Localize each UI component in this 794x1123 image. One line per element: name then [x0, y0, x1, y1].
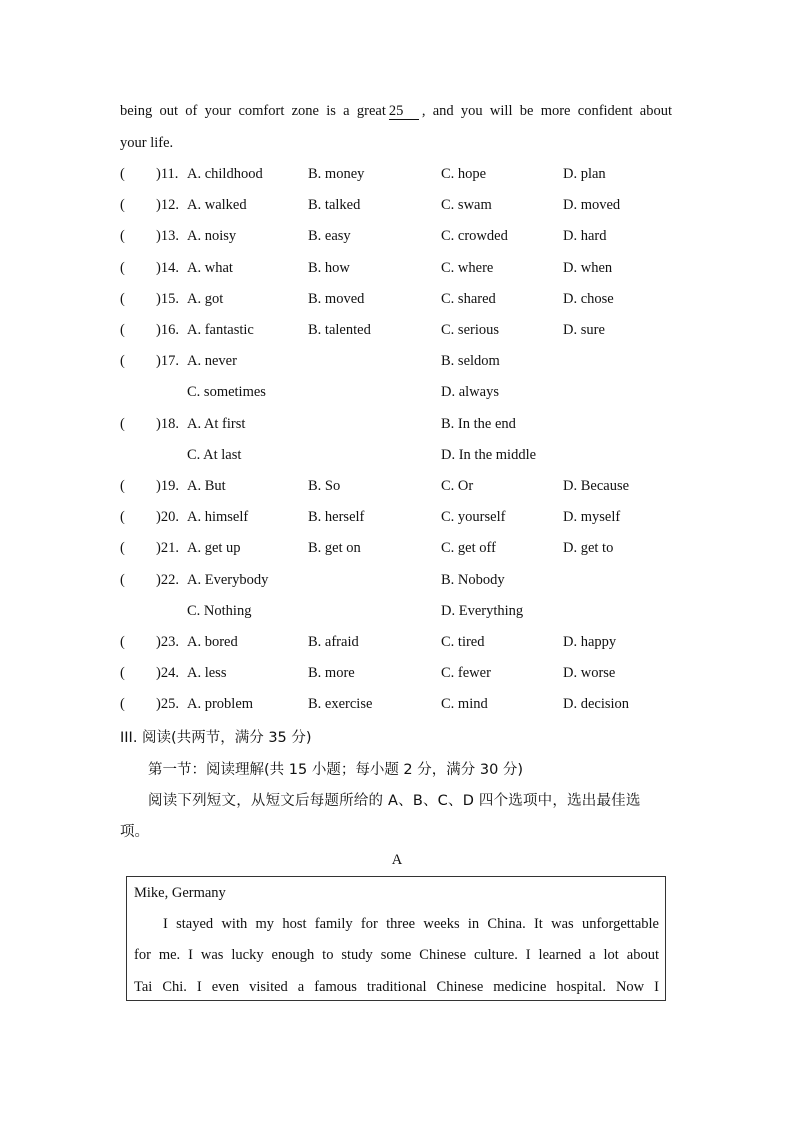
section-heading: III. 阅读(共两节，满分 35 分) [120, 730, 312, 746]
question-number: )12. [156, 197, 179, 214]
option-c: C. tired [441, 634, 485, 650]
answer-paren-open: ( [120, 634, 125, 650]
question-number: )25. [156, 696, 179, 713]
option-b: B. talented [308, 322, 371, 338]
option-d: D. happy [563, 634, 617, 650]
option-d: D. myself [563, 509, 621, 526]
option-b: B. herself [308, 509, 365, 526]
option-b: B. moved [308, 290, 365, 307]
option-d: D. always [441, 384, 499, 401]
option-b: B. So [308, 478, 341, 494]
question-number: )18. [156, 415, 179, 432]
option-a: A. Everybody [187, 571, 269, 588]
question-row [0, 353, 794, 373]
question-number: )16. [156, 322, 179, 338]
passage-line-1: I stayed with my host family for three weeks in China. It was unforgettable [163, 916, 659, 932]
question-number: )19. [156, 478, 179, 494]
option-a: A. fantastic [187, 322, 254, 338]
question-number: )21. [156, 540, 179, 557]
option-c: C. shared [441, 290, 496, 307]
option-b: B. easy [308, 228, 351, 245]
option-b: B. money [308, 166, 365, 182]
answer-paren-open: ( [120, 228, 125, 245]
option-a: A. himself [187, 509, 249, 526]
question-row [0, 166, 794, 186]
option-d: D. hard [563, 228, 607, 245]
option-a: A. get up [187, 540, 241, 557]
question-row-continued [0, 603, 794, 623]
answer-paren-open: ( [120, 259, 125, 276]
option-a: A. But [187, 478, 226, 494]
option-a: A. childhood [187, 166, 263, 182]
question-number: )17. [156, 353, 179, 370]
answer-paren-open: ( [120, 540, 125, 557]
option-b: B. seldom [441, 353, 500, 370]
question-number: )13. [156, 228, 179, 245]
answer-paren-open: ( [120, 197, 125, 214]
intro-line-1 [120, 103, 672, 120]
answer-paren-open: ( [120, 571, 125, 588]
option-d: D. decision [563, 696, 630, 713]
question-row [0, 291, 794, 311]
question-number: )22. [156, 571, 179, 588]
option-a: A. what [187, 259, 233, 276]
answer-paren-open: ( [120, 478, 125, 494]
answer-paren-open: ( [120, 166, 125, 182]
question-row [0, 634, 794, 654]
option-a: A. noisy [187, 228, 237, 245]
passage-label: A [391, 852, 403, 868]
option-d: D. moved [563, 197, 621, 214]
answer-paren-open: ( [120, 415, 125, 432]
answer-blank: 25 [389, 104, 419, 120]
question-row [0, 665, 794, 685]
option-c: C. where [441, 259, 494, 276]
option-a: A. walked [187, 197, 247, 214]
question-row [0, 540, 794, 560]
option-d: D. worse [563, 665, 616, 682]
option-d: D. chose [563, 290, 614, 307]
question-row [0, 197, 794, 217]
option-d: D. plan [563, 166, 606, 182]
answer-paren-open: ( [120, 353, 125, 370]
question-row-continued [0, 447, 794, 467]
option-c: C. serious [441, 322, 499, 338]
question-row [0, 509, 794, 529]
option-c: C. sometimes [187, 384, 266, 401]
question-row [0, 572, 794, 592]
section-subheading: 第一节：阅读理解(共 15 小题；每小题 2 分，满分 30 分) [148, 762, 524, 778]
question-number: )24. [156, 665, 179, 682]
question-number: )15. [156, 290, 179, 307]
question-number: )11. [156, 166, 179, 182]
question-row [0, 322, 794, 342]
passage-author: Mike, Germany [134, 885, 226, 901]
passage-box [126, 876, 666, 1001]
option-c: C. yourself [441, 509, 506, 526]
option-a: A. problem [187, 696, 254, 713]
option-c: C. At last [187, 446, 242, 463]
option-c: C. Nothing [187, 602, 252, 619]
option-b: B. Nobody [441, 571, 505, 588]
option-c: C. get off [441, 540, 496, 557]
option-d: D. sure [563, 322, 605, 338]
answer-paren-open: ( [120, 509, 125, 526]
question-row [0, 478, 794, 498]
answer-paren-open: ( [120, 665, 125, 682]
option-c: C. mind [441, 696, 488, 713]
question-number: )14. [156, 259, 179, 276]
answer-paren-open: ( [120, 696, 125, 713]
question-row-continued [0, 384, 794, 404]
option-b: B. In the end [441, 415, 516, 432]
option-d: D. get to [563, 540, 614, 557]
option-d: D. Everything [441, 602, 524, 619]
question-row [0, 228, 794, 248]
option-d: D. In the middle [441, 446, 537, 463]
intro-text-before: being out of your comfort zone is a great [120, 103, 386, 119]
question-row [0, 260, 794, 280]
option-a: A. got [187, 290, 224, 307]
option-c: C. Or [441, 478, 474, 494]
option-b: B. get on [308, 540, 361, 557]
option-b: B. afraid [308, 634, 359, 650]
question-number: )20. [156, 509, 179, 526]
option-c: C. fewer [441, 665, 491, 682]
question-number: )23. [156, 634, 179, 650]
option-d: D. Because [563, 478, 630, 494]
passage-line-2: for me. I was lucky enough to study some Chinese culture. I learned a lot about [134, 947, 659, 963]
intro-line-2: your life. [120, 135, 174, 151]
option-b: B. talked [308, 197, 361, 214]
option-c: C. crowded [441, 228, 508, 245]
option-a: A. At first [187, 415, 246, 432]
option-b: B. more [308, 665, 355, 682]
instruction-line-1: 阅读下列短文，从短文后每题所给的 A、B、C、D 四个选项中，选出最佳选 [148, 793, 641, 809]
passage-line-3: Tai Chi. I even visited a famous traditional Chinese medicine hospital. Now I [134, 979, 659, 995]
intro-text-after: , and you will be more confident about [421, 103, 672, 119]
option-c: C. hope [441, 166, 487, 182]
option-a: A. never [187, 353, 237, 370]
option-d: D. when [563, 259, 613, 276]
answer-paren-open: ( [120, 290, 125, 307]
option-b: B. exercise [308, 696, 373, 713]
option-c: C. swam [441, 197, 492, 214]
question-row [0, 696, 794, 716]
option-b: B. how [308, 259, 350, 276]
answer-paren-open: ( [120, 322, 125, 338]
instruction-line-2: 项。 [120, 824, 149, 840]
option-a: A. less [187, 665, 227, 682]
option-a: A. bored [187, 634, 238, 650]
question-row [0, 416, 794, 436]
